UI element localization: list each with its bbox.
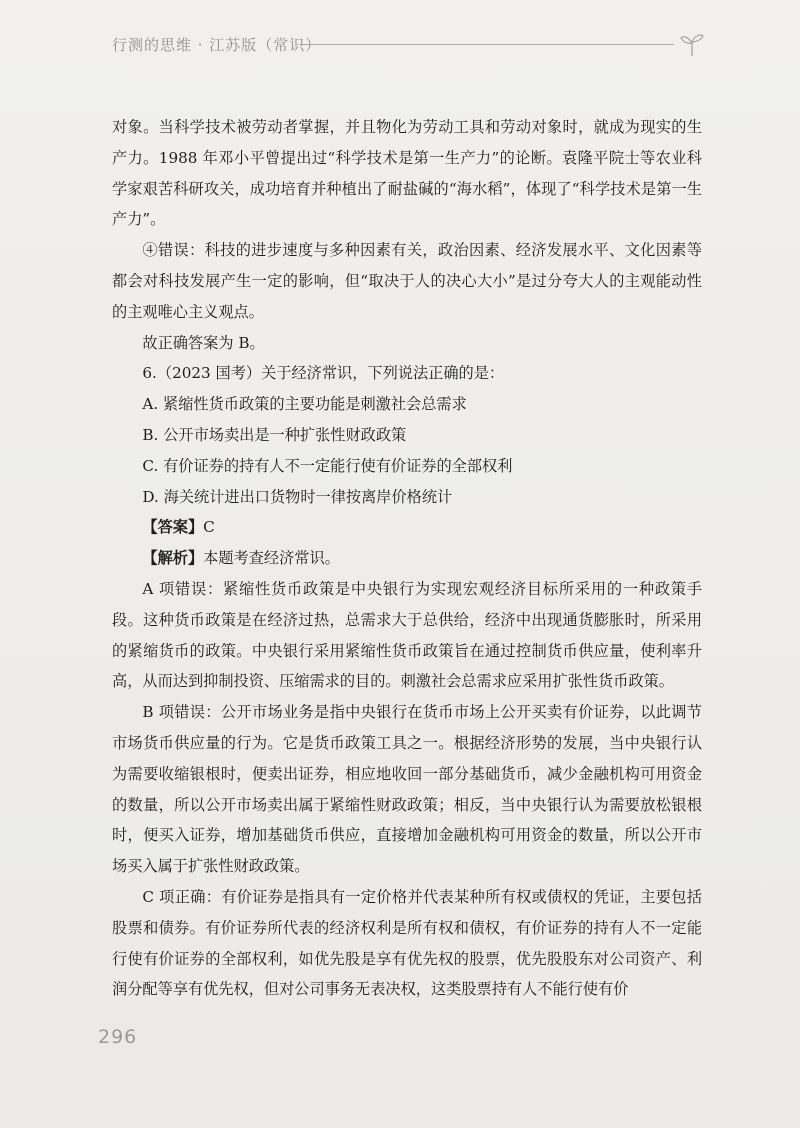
explanation-b: B 项错误：公开市场业务是指中央银行在货币市场上公开买卖有价证券，以此调节市场货币供应量的行为。它是货币政策工具之一。根据经济形势的发展，当中央银行认为需要收缩银根时，便卖出证券，相应地收回一部分基础货币，减少金融机构可用资金的数量，所以公开市场卖出属于紧缩性财政政策；相反，当中央银行认为需要放松银根时，便买入证券，增加基础货币供应，直接增加金融机构可用资金的数量，所以公开市场买入属于扩张性财政政策。 [112,703,702,876]
explanation-c: C 项正确：有价证券是指具有一定价格并代表某种所有权或债权的凭证，主要包括股票和债券。有价证券所代表的经济权利是所有权和债权，有价证券的持有人不一定能行使有价证券的全部权利，如优先股是享有优先权的股票，优先股股东对公司资产、利润分配等享有优先权，但对公司事务无表决权，这类股票持有人不能行使有价 [112,887,702,999]
paragraph-continuation: 对象。当科学技术被劳动者掌握，并且物化为劳动工具和劳动对象时，就成为现实的生产力。1988 年邓小平曾提出过“科学技术是第一生产力”的论断。袁隆平院士等农业科学家艰苦科研攻关，成功培育并种植出了耐盐碱的“海水稻”，体现了“科学技术是第一生产力”。 [112,118,702,229]
paragraph-conclusion: 故正确答案为 B。 [142,333,265,352]
option-c: C. 有价证券的持有人不一定能行使有价证券的全部权利 [142,456,513,475]
answer-line [112,512,702,543]
sprout-icon [678,30,706,58]
analysis-line [112,543,702,574]
answer-label: 【答案】 [142,518,204,537]
header-title: 行测的思维 · 江苏版（常识） [112,36,322,54]
paragraph-point-4: ④错误：科技的进步速度与多种因素有关，政治因素、经济发展水平、文化因素等都会对科技发展产生一定的影响，但“取决于人的决心大小”是过分夸大人的主观能动性的主观唯心主义观点。 [112,241,702,321]
page-body [112,112,702,1005]
analysis-label: 【解析】 [142,549,204,568]
running-header [112,30,702,66]
page-number: 296 [98,1026,138,1048]
analysis-value: 本题考查经济常识。 [203,549,340,568]
answer-value: C [203,518,215,537]
header-rule [300,44,674,45]
option-d: D. 海关统计进出口货物时一律按离岸价格统计 [142,487,453,506]
option-a: A. 紧缩性货币政策的主要功能是刺激社会总需求 [142,395,467,414]
option-b: B. 公开市场卖出是一种扩张性财政政策 [142,425,407,444]
explanation-a: A 项错误：紧缩性货币政策是中央银行为实现宏观经济目标所采用的一种政策手段。这种货币政策是在经济过热，总需求大于总供给，经济中出现通货膨胀时，所采用的紧缩货币的政策。中央银行采用紧缩性货币政策旨在通过控制货币供应量，使利率升高，从而达到抑制投资、压缩需求的目的。刺激社会总需求应采用扩张性货币政策。 [112,579,702,691]
question-6: 6.（2023 国考）关于经济常识，下列说法正确的是： [142,364,505,383]
